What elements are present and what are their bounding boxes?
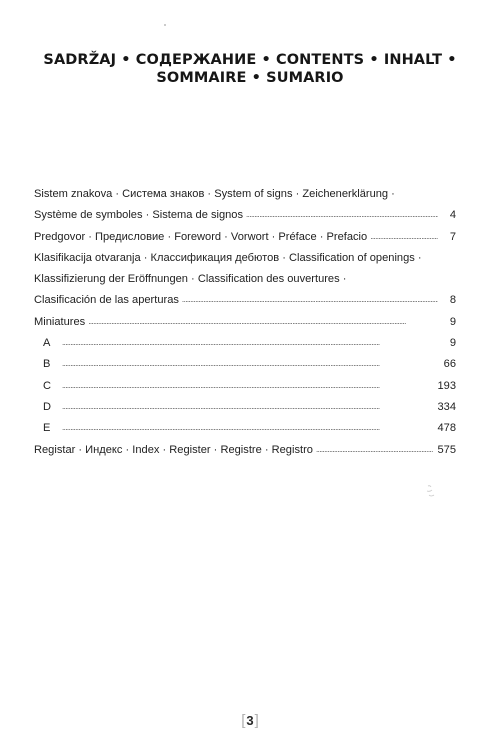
- table-of-contents: [34, 184, 456, 461]
- dot-leader: [370, 226, 438, 247]
- dot-leader: [88, 311, 438, 332]
- toc-entry-classification-line-2: [34, 269, 456, 290]
- toc-entry-text: Miniatures: [34, 315, 86, 328]
- toc-page-number: 8: [449, 294, 456, 307]
- toc-entry-text: Sistem znakova · Система знаков · System of signs · Zeichenerklärung ·: [34, 188, 395, 200]
- left-bracket: [: [241, 712, 246, 729]
- toc-page-number: 478: [437, 422, 456, 435]
- toc-entry-signs-line-1: [34, 184, 456, 205]
- toc-heading-line-1: SADRŽAJ • СОДЕРЖАНИЕ • CONTENTS • INHALT •: [43, 52, 457, 68]
- toc-entry-classification-line-1: [34, 248, 456, 269]
- toc-entry-text: Predgovor · Предисловие · Foreword · Vorwort · Préface · Prefacio: [34, 230, 368, 243]
- dot-leader: [62, 332, 438, 353]
- toc-entry-section-b[interactable]: [34, 354, 456, 375]
- toc-page-number: 7: [449, 230, 456, 243]
- toc-page-number: 9: [449, 337, 456, 350]
- page-number: 3: [246, 713, 254, 728]
- toc-entry-section-c[interactable]: [34, 376, 456, 397]
- toc-entry-text: B: [43, 358, 51, 371]
- page-footer: [0, 712, 500, 729]
- toc-entry-index[interactable]: [34, 440, 456, 461]
- toc-entry-section-e[interactable]: [34, 418, 456, 439]
- dot-leader: [62, 417, 433, 438]
- toc-page-number: 4: [449, 209, 456, 222]
- toc-entry-miniatures[interactable]: [34, 312, 456, 333]
- dot-leader: [62, 396, 433, 417]
- toc-page-number: 9: [449, 315, 456, 328]
- toc-page-number: 193: [437, 379, 456, 392]
- toc-entry-text: A: [43, 337, 51, 350]
- toc-page-number: 334: [437, 400, 456, 413]
- paper-speck: [164, 24, 166, 26]
- toc-page-number: 575: [437, 443, 456, 456]
- toc-entry-classification[interactable]: [34, 290, 456, 311]
- toc-entry-text: D: [43, 400, 52, 413]
- dot-leader: [62, 375, 433, 396]
- toc-entry-text: C: [43, 379, 52, 392]
- toc-entry-section-a[interactable]: [34, 333, 456, 354]
- toc-entry-text: Système de symboles · Sistema de signos: [34, 209, 244, 222]
- toc-entry-foreword[interactable]: [34, 227, 456, 248]
- toc-entry-text: Klassifizierung der Eröffnungen · Classification des ouvertures ·: [34, 273, 347, 286]
- toc-entry-text: Registar · Индекс · Index · Register · Registre · Registro: [34, 443, 313, 456]
- dot-leader: [246, 204, 438, 225]
- toc-entry-text: Clasificación de las aperturas: [34, 294, 179, 307]
- toc-heading-line-2: SOMMAIRE • SUMARIO: [156, 70, 344, 86]
- dot-leader: [182, 289, 438, 310]
- dot-leader: [62, 353, 438, 374]
- ink-smudge: [425, 484, 437, 500]
- toc-entry-text: E: [43, 422, 51, 435]
- toc-page-number: 66: [443, 358, 456, 371]
- toc-entry-section-d[interactable]: [34, 397, 456, 418]
- right-bracket: ]: [254, 712, 259, 729]
- toc-entry-text: Klasifikacija otvaranja · Классификация дебютов · Classification of openings ·: [34, 251, 422, 264]
- toc-entry-signs[interactable]: [34, 205, 456, 226]
- dot-leader: [316, 439, 434, 460]
